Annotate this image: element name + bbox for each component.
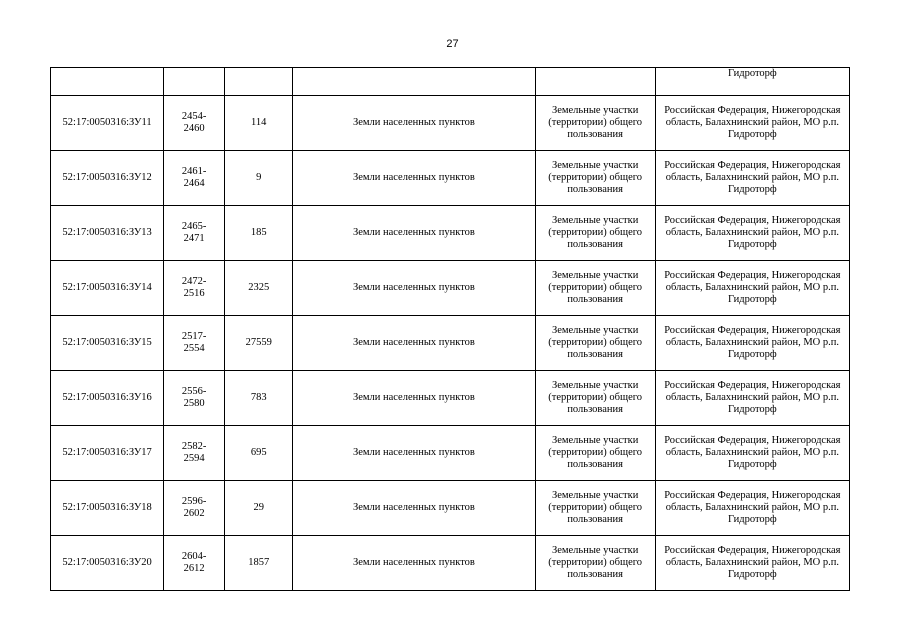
cell-category: Земли населенных пунктов bbox=[293, 206, 535, 261]
cell-permitted-use: Земельные участки (территории) общего пользования bbox=[535, 96, 655, 151]
cell-area: 29 bbox=[225, 481, 293, 536]
cell-location: Российская Федерация, Нижегородская область, Балахнинский район, МО р.п. Гидроторф bbox=[655, 261, 849, 316]
cell-location: Российская Федерация, Нижегородская область, Балахнинский район, МО р.п. Гидроторф bbox=[655, 536, 849, 591]
table-row bbox=[51, 426, 850, 481]
cell-category: Земли населенных пунктов bbox=[293, 536, 535, 591]
cell-location: Российская Федерация, Нижегородская область, Балахнинский район, МО р.п. Гидроторф bbox=[655, 151, 849, 206]
cell-category: Земли населенных пунктов bbox=[293, 151, 535, 206]
cell-location: Российская Федерация, Нижегородская область, Балахнинский район, МО р.п. Гидроторф bbox=[655, 481, 849, 536]
table-row bbox=[51, 261, 850, 316]
cell-cadastral-number: 52:17:0050316:ЗУ11 bbox=[51, 96, 164, 151]
cell-permitted-use: Земельные участки (территории) общего пользования bbox=[535, 481, 655, 536]
table-row-continuation bbox=[51, 68, 850, 96]
cell-location: Российская Федерация, Нижегородская область, Балахнинский район, МО р.п. Гидроторф bbox=[655, 371, 849, 426]
cell-category: Земли населенных пунктов bbox=[293, 371, 535, 426]
cell-category: Земли населенных пунктов bbox=[293, 316, 535, 371]
page-number: 27 bbox=[446, 38, 459, 50]
cell-area: 695 bbox=[225, 426, 293, 481]
cell-points: 2604- 2612 bbox=[164, 536, 225, 591]
cell-permitted-use: Земельные участки (территории) общего пользования bbox=[535, 151, 655, 206]
cell-cadastral-number: 52:17:0050316:ЗУ20 bbox=[51, 536, 164, 591]
cell-points: 2556- 2580 bbox=[164, 371, 225, 426]
table-body bbox=[51, 68, 850, 591]
cell-category: Земли населенных пунктов bbox=[293, 426, 535, 481]
cell-location: Российская Федерация, Нижегородская область, Балахнинский район, МО р.п. Гидроторф bbox=[655, 426, 849, 481]
cell-category: Земли населенных пунктов bbox=[293, 96, 535, 151]
cell-permitted-use: Земельные участки (территории) общего пользования bbox=[535, 316, 655, 371]
cell-area: 2325 bbox=[225, 261, 293, 316]
cell-permitted-use: Земельные участки (территории) общего пользования bbox=[535, 371, 655, 426]
cell-permitted-use: Земельные участки (территории) общего пользования bbox=[535, 426, 655, 481]
cell-area: 185 bbox=[225, 206, 293, 261]
cell-location: Российская Федерация, Нижегородская область, Балахнинский район, МО р.п. Гидроторф bbox=[655, 206, 849, 261]
cell-area: 27559 bbox=[225, 316, 293, 371]
table-row bbox=[51, 96, 850, 151]
cell-area bbox=[225, 68, 293, 96]
cell-location: Гидроторф bbox=[655, 68, 849, 96]
table-row bbox=[51, 481, 850, 536]
cell-points: 2517- 2554 bbox=[164, 316, 225, 371]
cell-use bbox=[535, 68, 655, 96]
cell-cadastral-number: 52:17:0050316:ЗУ15 bbox=[51, 316, 164, 371]
cell-points: 2454- 2460 bbox=[164, 96, 225, 151]
cell-points: 2461- 2464 bbox=[164, 151, 225, 206]
cell-points: 2596- 2602 bbox=[164, 481, 225, 536]
table-row bbox=[51, 151, 850, 206]
cell-cadastral-number: 52:17:0050316:ЗУ18 bbox=[51, 481, 164, 536]
cell-area: 783 bbox=[225, 371, 293, 426]
cell-cadastral-number: 52:17:0050316:ЗУ14 bbox=[51, 261, 164, 316]
cell-points: 2465- 2471 bbox=[164, 206, 225, 261]
cell-points: 2472- 2516 bbox=[164, 261, 225, 316]
cell-permitted-use: Земельные участки (территории) общего пользования bbox=[535, 206, 655, 261]
cell-category bbox=[293, 68, 535, 96]
cell-area: 114 bbox=[225, 96, 293, 151]
cell-cadastral-number: 52:17:0050316:ЗУ16 bbox=[51, 371, 164, 426]
cell-cadastral-number: 52:17:0050316:ЗУ17 bbox=[51, 426, 164, 481]
table-row bbox=[51, 206, 850, 261]
cell-points: 2582- 2594 bbox=[164, 426, 225, 481]
cell-id bbox=[51, 68, 164, 96]
cell-category: Земли населенных пунктов bbox=[293, 261, 535, 316]
table-row bbox=[51, 316, 850, 371]
cell-category: Земли населенных пунктов bbox=[293, 481, 535, 536]
cell-area: 9 bbox=[225, 151, 293, 206]
cell-points bbox=[164, 68, 225, 96]
cell-location: Российская Федерация, Нижегородская область, Балахнинский район, МО р.п. Гидроторф bbox=[655, 96, 849, 151]
cell-area: 1857 bbox=[225, 536, 293, 591]
cell-permitted-use: Земельные участки (территории) общего пользования bbox=[535, 261, 655, 316]
cell-cadastral-number: 52:17:0050316:ЗУ12 bbox=[51, 151, 164, 206]
table-row bbox=[51, 371, 850, 426]
cell-location: Российская Федерация, Нижегородская область, Балахнинский район, МО р.п. Гидроторф bbox=[655, 316, 849, 371]
cell-cadastral-number: 52:17:0050316:ЗУ13 bbox=[51, 206, 164, 261]
cell-permitted-use: Земельные участки (территории) общего пользования bbox=[535, 536, 655, 591]
table-row bbox=[51, 536, 850, 591]
land-plots-table bbox=[50, 67, 850, 591]
